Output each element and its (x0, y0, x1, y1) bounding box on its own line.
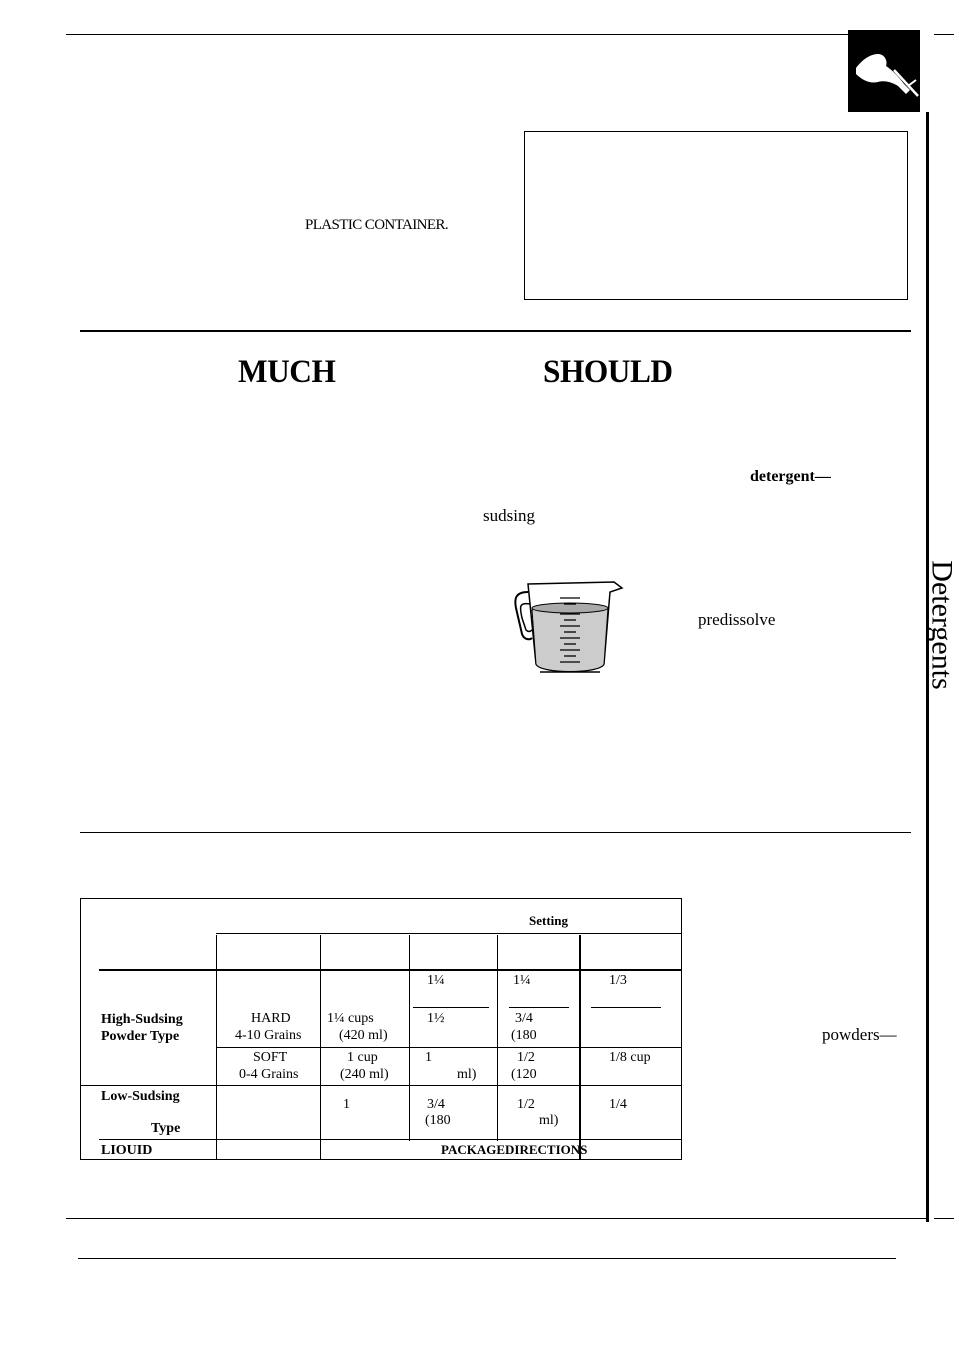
setting-header: Setting (529, 913, 568, 928)
low-c3-line1: 1/2 (517, 1097, 535, 1112)
detergent-amount-table (80, 898, 682, 1160)
heading-much: MUCH (238, 354, 336, 390)
low-sudsing-label: Low-Sudsing (101, 1089, 180, 1104)
top-rule-right (934, 34, 954, 35)
bottom-rule-1-right (934, 1218, 954, 1219)
hard-grains: 4-10 Grains (235, 1028, 302, 1043)
values-rule (409, 969, 682, 971)
hard-c3-line2: (180 (511, 1028, 537, 1043)
col-divider-4 (497, 935, 498, 1141)
top-value-3: 1¼ (513, 973, 531, 988)
soft-c3-line2: (120 (511, 1067, 537, 1082)
header-rule (216, 933, 682, 934)
low-c3-line2: ml) (539, 1113, 559, 1128)
soft-label: SOFT (253, 1050, 288, 1065)
soft-c1-line1: 1 cup (347, 1050, 378, 1065)
section-rule-1 (80, 330, 911, 332)
soft-c4-line1: 1/8 cup (609, 1050, 651, 1065)
side-tab-detergents (926, 540, 959, 710)
high-sudsing-label: High-Sudsing (101, 1012, 183, 1027)
sub-rule-b (509, 1007, 569, 1008)
powders-text: powders— (822, 1025, 897, 1044)
hard-label: HARD (251, 1011, 291, 1026)
powder-type-label: Powder Type (101, 1029, 180, 1044)
soft-c2-line2: ml) (457, 1067, 477, 1082)
soft-c2-line1: 1 (425, 1050, 432, 1065)
low-c4: 1/4 (609, 1097, 627, 1112)
liquid-label: LIOUID (101, 1143, 153, 1158)
top-rule (66, 34, 912, 35)
measuring-cup-icon (510, 578, 626, 680)
col-divider-3 (409, 935, 410, 1141)
top-value-2: 1¼ (427, 973, 445, 988)
hard-c1-line1: 1¼ cups (327, 1011, 374, 1026)
low-type-label: Type (151, 1121, 181, 1136)
soft-c1-line2: (240 ml) (340, 1067, 389, 1082)
sub-rule-a (413, 1007, 489, 1008)
sudsing-text: sudsing (483, 506, 535, 525)
hard-c3-line1: 3/4 (515, 1011, 533, 1026)
hard-c1-line2: (420 ml) (339, 1028, 388, 1043)
predissolve-text: predissolve (698, 610, 776, 629)
sub-rule-c (591, 1007, 661, 1008)
plastic-container-text: PLASTIC CONTAINER. (305, 217, 449, 233)
high-low-rule (81, 1085, 682, 1086)
package-directions: PACKAGEDIRECTIONS (441, 1142, 588, 1157)
bottom-rule-2 (78, 1258, 896, 1259)
hand-pointer-icon (848, 30, 920, 112)
hard-soft-rule (216, 1047, 682, 1048)
hard-c2-line1: 1½ (427, 1011, 445, 1026)
note-box (524, 131, 908, 300)
low-c1: 1 (343, 1097, 350, 1112)
section-rule-2 (80, 832, 911, 833)
top-value-4: 1/3 (609, 973, 627, 988)
side-tab-label: Detergents (926, 560, 959, 690)
low-c2-line2: (180 (425, 1113, 451, 1128)
detergent-text: detergent— (750, 468, 831, 485)
low-liquid-rule (99, 1139, 681, 1140)
heading-should: SHOULD (543, 354, 673, 390)
low-c2-line1: 3/4 (427, 1097, 445, 1112)
label-rule (99, 969, 409, 971)
soft-grains: 0-4 Grains (239, 1067, 299, 1082)
soft-c3-line1: 1/2 (517, 1050, 535, 1065)
bottom-rule-1 (66, 1218, 926, 1219)
